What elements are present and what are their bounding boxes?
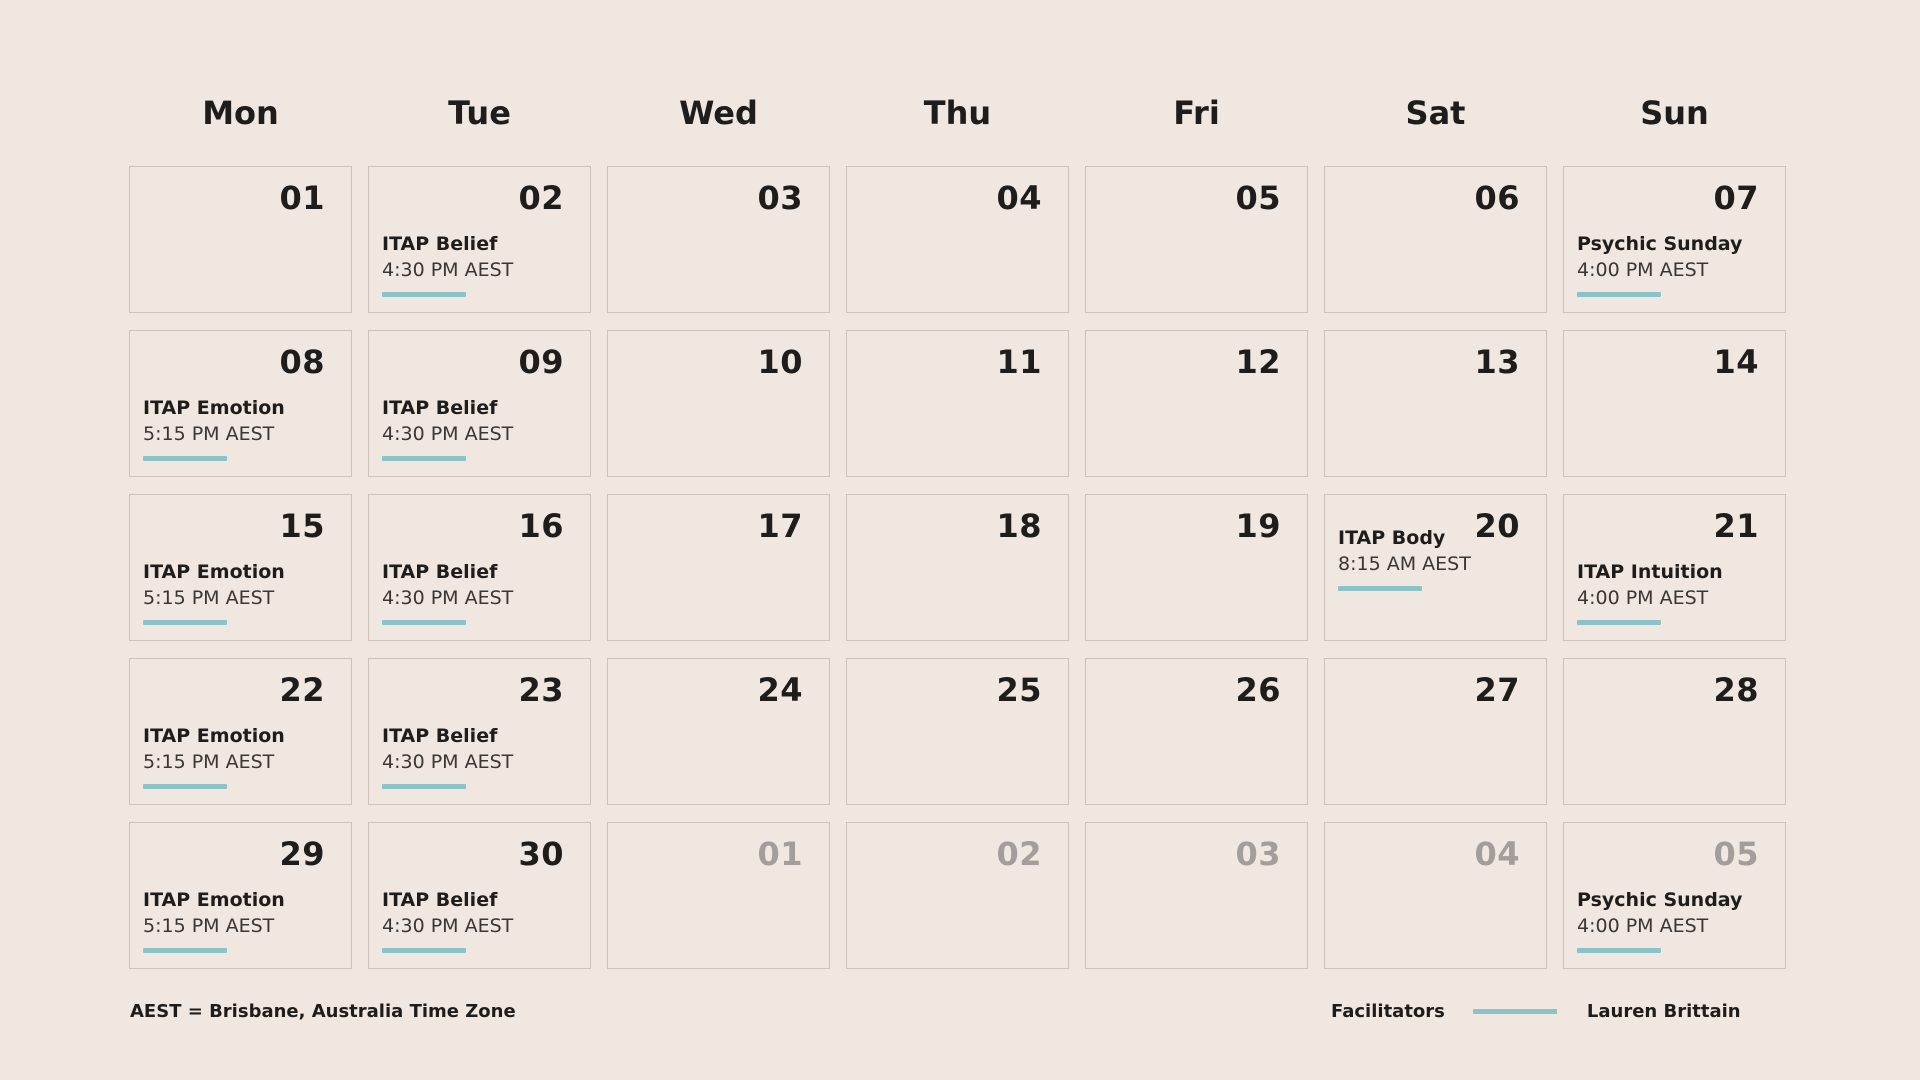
- calendar-day-cell[interactable]: [1324, 166, 1547, 313]
- day-number: 23: [518, 671, 564, 709]
- calendar-day-cell[interactable]: [607, 166, 830, 313]
- calendar-day-cell[interactable]: [846, 330, 1069, 477]
- event-title: ITAP Intuition: [1577, 561, 1723, 583]
- event-title: Psychic Sunday: [1577, 233, 1743, 255]
- day-number: 10: [757, 343, 803, 381]
- facilitator-color-bar: [1577, 948, 1661, 953]
- event-entry[interactable]: [382, 231, 572, 297]
- event-title: ITAP Emotion: [143, 725, 285, 747]
- calendar-day-cell[interactable]: [1085, 658, 1308, 805]
- weekday-thu: Thu: [923, 94, 992, 132]
- day-number: 24: [757, 671, 803, 709]
- weekday-tue: Tue: [448, 94, 511, 132]
- calendar-day-cell[interactable]: [846, 166, 1069, 313]
- day-number: 03: [757, 179, 803, 217]
- event-entry[interactable]: [1338, 525, 1528, 591]
- day-number: 19: [1235, 507, 1281, 545]
- legend-label: Facilitators: [1331, 1001, 1445, 1022]
- facilitator-legend: [1331, 1001, 1741, 1022]
- calendar-day-cell-with-event[interactable]: [129, 494, 352, 641]
- event-entry[interactable]: [382, 559, 572, 625]
- event-time: 4:30 PM AEST: [382, 259, 514, 281]
- timezone-note: AEST = Brisbane, Australia Time Zone: [130, 1001, 516, 1022]
- event-title: ITAP Belief: [382, 233, 498, 255]
- event-title: ITAP Emotion: [143, 397, 285, 419]
- event-entry[interactable]: [1577, 559, 1767, 625]
- event-time: 4:00 PM AEST: [1577, 915, 1709, 937]
- day-number: 08: [279, 343, 325, 381]
- day-number: 01: [279, 179, 325, 217]
- facilitator-color-bar: [382, 292, 466, 297]
- day-number: 27: [1474, 671, 1520, 709]
- event-time: 5:15 PM AEST: [143, 423, 275, 445]
- calendar-day-cell[interactable]: [129, 166, 352, 313]
- calendar-day-cell-with-event[interactable]: [368, 494, 591, 641]
- event-time: 4:00 PM AEST: [1577, 259, 1709, 281]
- calendar-day-cell[interactable]: [1085, 166, 1308, 313]
- event-time: 5:15 PM AEST: [143, 751, 275, 773]
- calendar-day-cell-with-event[interactable]: [1563, 494, 1786, 641]
- day-number: 20: [1474, 507, 1520, 545]
- calendar-day-cell[interactable]: [607, 658, 830, 805]
- day-number: 21: [1713, 507, 1759, 545]
- weekday-sun: Sun: [1640, 94, 1709, 132]
- facilitator-color-bar: [382, 620, 466, 625]
- weekday-mon: Mon: [202, 94, 279, 132]
- weekday-header-row: [129, 88, 1792, 138]
- event-time: 4:30 PM AEST: [382, 751, 514, 773]
- day-number: 03: [1235, 835, 1281, 873]
- event-entry[interactable]: [382, 723, 572, 789]
- calendar-day-cell-with-event[interactable]: [1563, 822, 1786, 969]
- event-time: 4:00 PM AEST: [1577, 587, 1709, 609]
- day-number: 30: [518, 835, 564, 873]
- day-number: 04: [1474, 835, 1520, 873]
- day-number: 05: [1235, 179, 1281, 217]
- calendar-day-cell[interactable]: [1085, 494, 1308, 641]
- event-time: 4:30 PM AEST: [382, 587, 514, 609]
- weekday-wed: Wed: [679, 94, 758, 132]
- event-title: ITAP Belief: [382, 561, 498, 583]
- facilitator-color-bar: [1338, 586, 1422, 591]
- event-entry[interactable]: [1577, 887, 1767, 953]
- event-time: 8:15 AM AEST: [1338, 553, 1471, 575]
- day-number: 04: [996, 179, 1042, 217]
- event-time: 5:15 PM AEST: [143, 587, 275, 609]
- calendar-day-cell[interactable]: [607, 822, 830, 969]
- event-time: 5:15 PM AEST: [143, 915, 275, 937]
- facilitator-color-bar: [382, 948, 466, 953]
- event-title: ITAP Emotion: [143, 561, 285, 583]
- day-number: 11: [996, 343, 1042, 381]
- day-number: 15: [279, 507, 325, 545]
- event-entry[interactable]: [143, 887, 333, 953]
- event-entry[interactable]: [143, 559, 333, 625]
- calendar-day-cell-with-event[interactable]: [1324, 494, 1547, 641]
- day-number: 01: [757, 835, 803, 873]
- event-time: 4:30 PM AEST: [382, 915, 514, 937]
- day-number: 14: [1713, 343, 1759, 381]
- event-title: ITAP Emotion: [143, 889, 285, 911]
- event-title: ITAP Body: [1338, 527, 1446, 549]
- calendar-day-cell[interactable]: [846, 494, 1069, 641]
- legend-swatch: [1473, 1009, 1557, 1014]
- calendar-day-cell[interactable]: [846, 658, 1069, 805]
- event-entry[interactable]: [1577, 231, 1767, 297]
- day-number: 29: [279, 835, 325, 873]
- day-number: 05: [1713, 835, 1759, 873]
- day-number: 18: [996, 507, 1042, 545]
- day-number: 12: [1235, 343, 1281, 381]
- calendar-day-cell[interactable]: [846, 822, 1069, 969]
- facilitator-color-bar: [382, 784, 466, 789]
- calendar-day-cell[interactable]: [1324, 822, 1547, 969]
- day-number: 09: [518, 343, 564, 381]
- event-title: ITAP Belief: [382, 397, 498, 419]
- calendar-day-cell-with-event[interactable]: [368, 166, 591, 313]
- day-number: 07: [1713, 179, 1759, 217]
- facilitator-color-bar: [143, 784, 227, 789]
- day-number: 06: [1474, 179, 1520, 217]
- calendar-day-cell[interactable]: [1324, 330, 1547, 477]
- day-number: 17: [757, 507, 803, 545]
- calendar-day-cell-with-event[interactable]: [368, 658, 591, 805]
- event-entry[interactable]: [143, 395, 333, 461]
- calendar-day-cell-with-event[interactable]: [129, 330, 352, 477]
- calendar-day-cell[interactable]: [1563, 330, 1786, 477]
- facilitator-color-bar: [143, 620, 227, 625]
- facilitator-color-bar: [1577, 620, 1661, 625]
- event-title: Psychic Sunday: [1577, 889, 1743, 911]
- event-entry[interactable]: [382, 887, 572, 953]
- calendar-day-cell-with-event[interactable]: [129, 822, 352, 969]
- day-number: 02: [518, 179, 564, 217]
- day-number: 13: [1474, 343, 1520, 381]
- calendar-day-cell-with-event[interactable]: [129, 658, 352, 805]
- facilitator-color-bar: [143, 948, 227, 953]
- calendar-grid: [129, 166, 1792, 969]
- calendar-day-cell-with-event[interactable]: [1563, 166, 1786, 313]
- calendar-day-cell[interactable]: [1563, 658, 1786, 805]
- legend-facilitator-name: Lauren Brittain: [1586, 1001, 1741, 1022]
- calendar-day-cell-with-event[interactable]: [368, 330, 591, 477]
- calendar-day-cell[interactable]: [1324, 658, 1547, 805]
- event-title: ITAP Belief: [382, 725, 498, 747]
- facilitator-color-bar: [382, 456, 466, 461]
- day-number: 25: [996, 671, 1042, 709]
- day-number: 28: [1713, 671, 1759, 709]
- weekday-sat: Sat: [1405, 94, 1466, 132]
- calendar-day-cell[interactable]: [607, 330, 830, 477]
- event-time: 4:30 PM AEST: [382, 423, 514, 445]
- facilitator-color-bar: [143, 456, 227, 461]
- calendar-day-cell-with-event[interactable]: [368, 822, 591, 969]
- day-number: 16: [518, 507, 564, 545]
- calendar-day-cell[interactable]: [1085, 330, 1308, 477]
- day-number: 26: [1235, 671, 1281, 709]
- calendar-day-cell[interactable]: [1085, 822, 1308, 969]
- event-entry[interactable]: [382, 395, 572, 461]
- event-entry[interactable]: [143, 723, 333, 789]
- event-title: ITAP Belief: [382, 889, 498, 911]
- calendar-day-cell[interactable]: [607, 494, 830, 641]
- weekday-fri: Fri: [1173, 94, 1220, 132]
- day-number: 02: [996, 835, 1042, 873]
- day-number: 22: [279, 671, 325, 709]
- facilitator-color-bar: [1577, 292, 1661, 297]
